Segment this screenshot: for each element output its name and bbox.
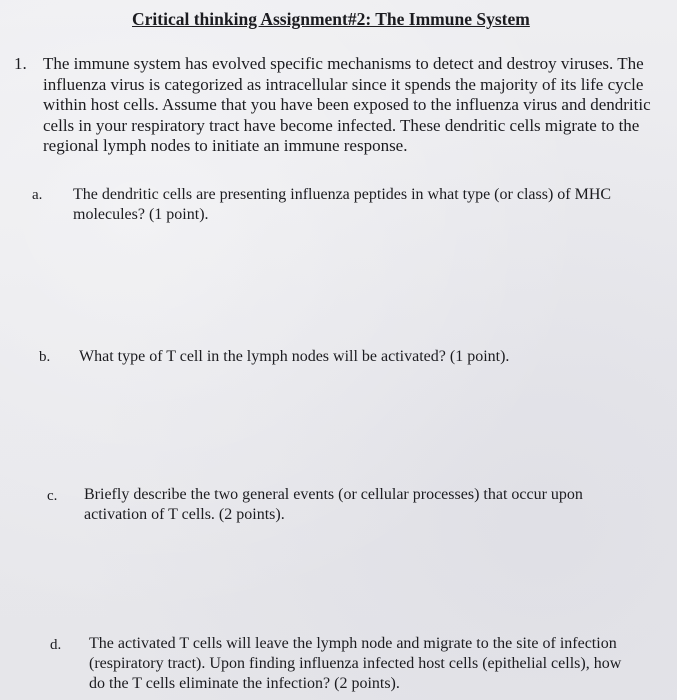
sub-question-c-text	[84, 485, 669, 525]
sub-question-c-letter: c.	[47, 488, 58, 504]
sub-question-line: molecules? (1 point).	[73, 206, 209, 223]
sub-question-line: activation of T cells. (2 points).	[84, 506, 285, 523]
question-line: cells in your respiratory tract have become infected. These dendritic cells migrate to the	[43, 115, 640, 135]
sub-question-line: The dendritic cells are presenting influenza peptides in what type (or class) of MHC	[73, 186, 612, 203]
question-number: 1.	[14, 54, 27, 73]
sub-question-line: What type of T cell in the lymph nodes will be activated? (1 point).	[79, 348, 510, 365]
question-text	[43, 54, 677, 157]
sub-question-a-letter: a.	[32, 187, 43, 203]
sub-question-d-text	[89, 634, 669, 694]
sub-question-b-letter: b.	[39, 349, 51, 365]
page-title: Critical thinking Assignment#2: The Immune System	[132, 9, 530, 29]
sub-question-b-text	[79, 347, 669, 367]
sub-question-line: (respiratory tract). Upon finding influenza infected host cells (epithelial cells), how	[89, 655, 622, 672]
question-line: regional lymph nodes to initiate an immune response.	[43, 136, 408, 156]
question-line: within host cells. Assume that you have been exposed to the influenza virus and dendritic	[43, 95, 651, 115]
sub-question-d-letter: d.	[50, 637, 62, 653]
sub-question-a-text	[73, 185, 673, 225]
sub-question-line: do the T cells eliminate the infection? (2 points).	[89, 675, 400, 692]
sub-question-line: Briefly describe the two general events (or cellular processes) that occur upon	[84, 486, 583, 503]
question-line: influenza virus is categorized as intracellular since it spends the majority of its life cycle	[43, 74, 644, 94]
question-line: The immune system has evolved specific mechanisms to detect and destroy viruses. The	[43, 54, 644, 73]
sub-question-line: The activated T cells will leave the lymph node and migrate to the site of infection	[89, 635, 617, 652]
